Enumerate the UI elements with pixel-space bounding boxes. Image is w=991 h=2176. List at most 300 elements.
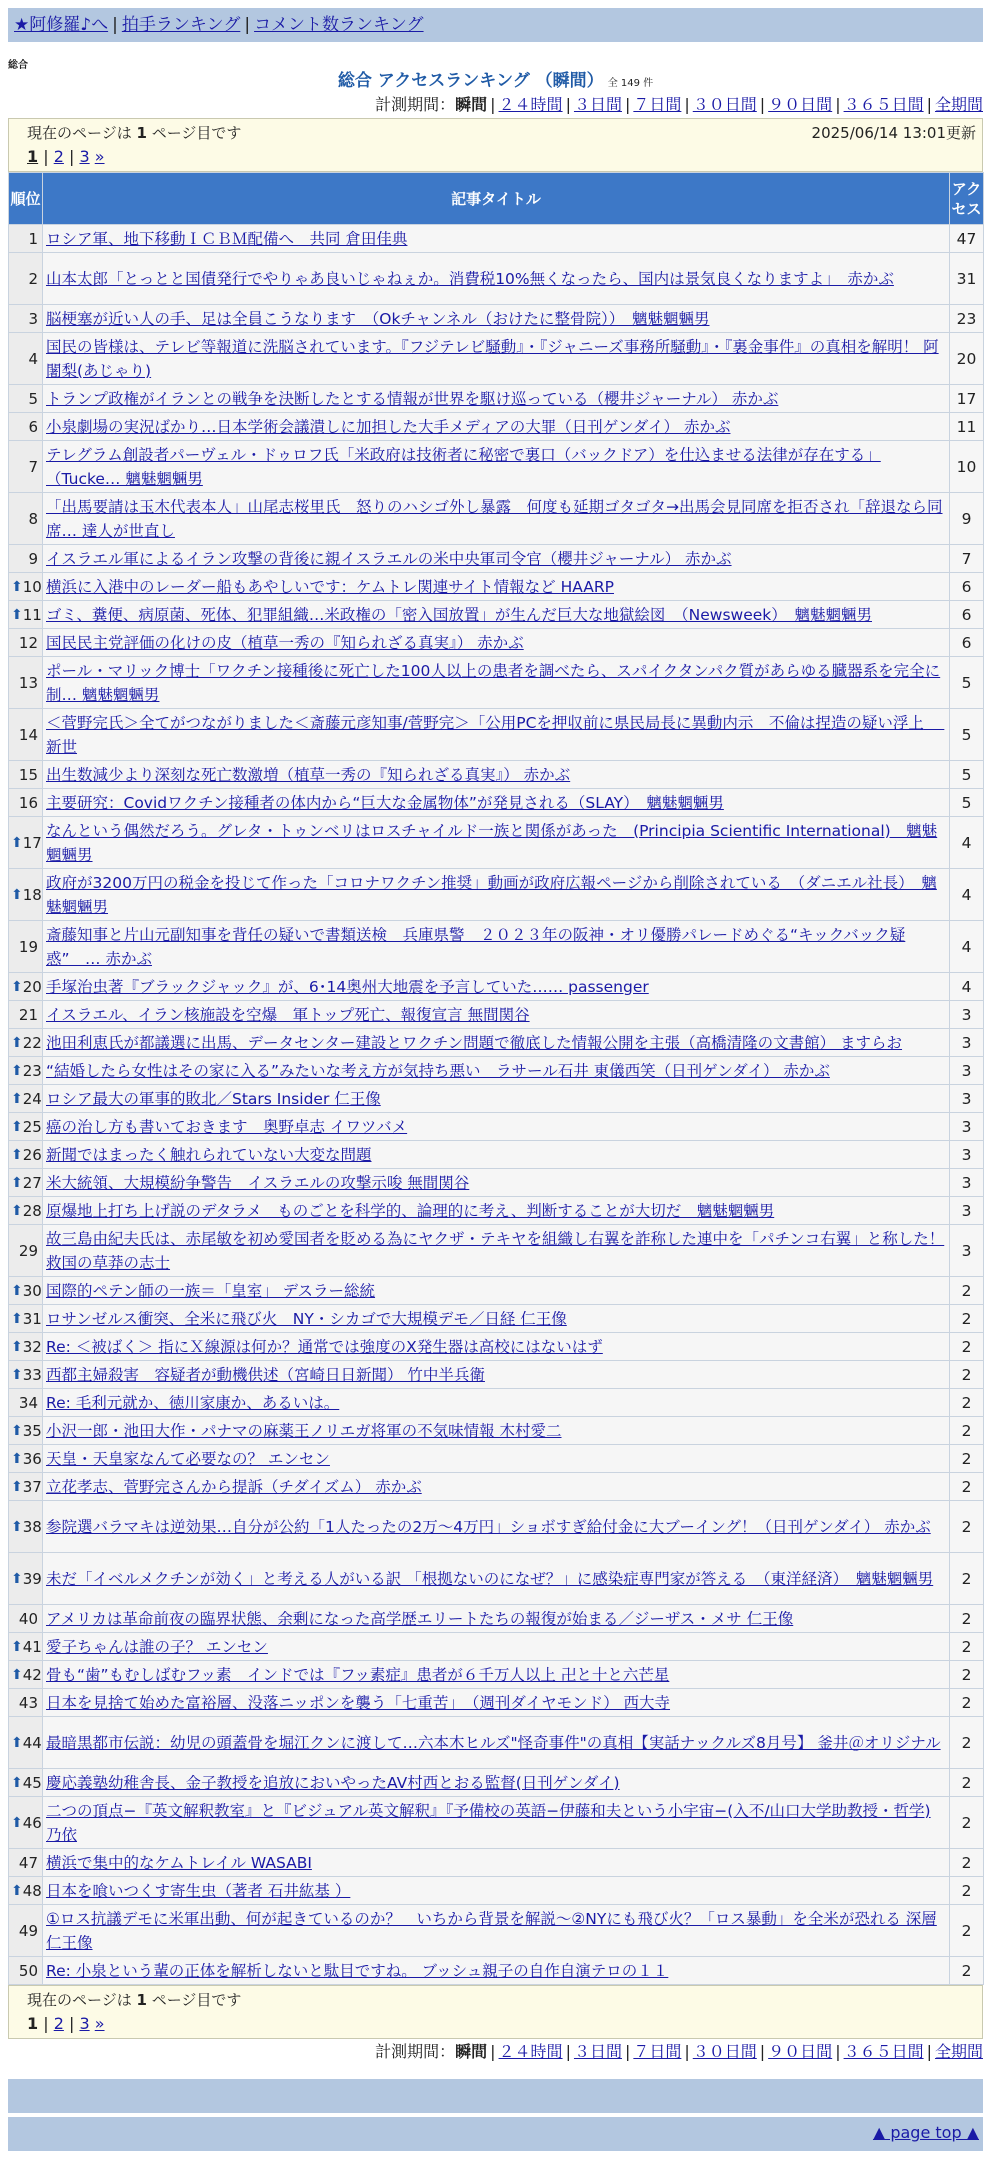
title-cell: [43, 253, 950, 305]
article-title-link[interactable]: なんという偶然だろう。グレタ・トゥンベリはロスチャイルド一族と関係があった (Principia Scientific International) 魑魅魍魎男: [46, 821, 938, 864]
rank-number: 46: [22, 1813, 42, 1832]
article-title-link[interactable]: 骨も“歯”もむしばむフッ素 インドでは『フッ素症』患者が６千万人以上 卍と十と六芒星: [46, 1665, 670, 1684]
title-cell: [43, 1389, 950, 1417]
table-row: [9, 1417, 984, 1445]
access-count: 4: [950, 869, 984, 921]
article-title-link[interactable]: 小泉劇場の実況ばかり…日本学術会議潰しに加担した大手メディアの大罪（日刊ゲンダイ） 赤かぶ: [46, 417, 731, 436]
rank-cell: [9, 1305, 43, 1333]
rank-up-arrow-icon: ⬆: [11, 1478, 23, 1495]
period-link[interactable]: ３０日間: [692, 95, 757, 114]
rank-up-arrow-icon: ⬆: [11, 1666, 23, 1683]
access-count: 2: [950, 1689, 984, 1717]
rank-up-arrow-icon: ⬆: [11, 1062, 23, 1079]
pager-separator: |: [63, 147, 80, 166]
access-count: 3: [950, 1113, 984, 1141]
period-link[interactable]: ７日間: [633, 95, 682, 114]
home-link[interactable]: ★阿修羅♪へ: [14, 15, 109, 35]
title-cell: [43, 1905, 950, 1957]
rank-number: 13: [18, 673, 38, 692]
article-title-link[interactable]: 国民の皆様は、テレビ等報道に洗脳されています。『フジテレビ騒動』・『ジャニーズ事務所騒動』・『裏金事件』の真相を解明！ 阿闍梨(あじゃり): [46, 337, 939, 380]
period-separator: |: [490, 2042, 496, 2061]
access-count: 2: [950, 1501, 984, 1553]
nav-separator: |: [244, 15, 251, 35]
rank-cell: [9, 1169, 43, 1197]
rank-number: 9: [28, 549, 38, 568]
rank-cell: [9, 1553, 43, 1605]
rank-number: 32: [22, 1337, 42, 1356]
rank-number: 21: [18, 1005, 38, 1024]
title-cell: [43, 1689, 950, 1717]
access-count: 3: [950, 1197, 984, 1225]
article-title-link[interactable]: 脳梗塞が近い人の手、足は全員こうなります （Okチャンネル（おけたに整骨院）） 魑魅魍魎男: [46, 309, 710, 328]
rank-number: 26: [22, 1145, 42, 1164]
access-count: 6: [950, 629, 984, 657]
access-count: 5: [950, 789, 984, 817]
rank-cell: [9, 1197, 43, 1225]
rank-cell: [9, 709, 43, 761]
pager-next-link[interactable]: »: [94, 147, 105, 166]
rank-number: 14: [18, 725, 38, 744]
bottom-status-panel: [8, 1985, 983, 2039]
table-row: [9, 1957, 984, 1985]
comment-ranking-link[interactable]: コメント数ランキング: [254, 15, 424, 35]
period-separator: |: [926, 95, 932, 114]
article-title-link[interactable]: 「出馬要請は玉木代表本人」山尾志桜里氏 怒りのハシゴ外し暴露 何度も延期ゴタゴタ→出馬会見同席を拒否され「辞退なら同席… 達人が世直し: [46, 497, 943, 540]
rank-number: 30: [22, 1281, 42, 1300]
article-title-link[interactable]: ロシア軍、地下移動ＩＣＢＭ配備へ 共同 倉田佳典: [46, 229, 408, 248]
access-count: 3: [950, 1057, 984, 1085]
access-count: 2: [950, 1445, 984, 1473]
rank-cell: [9, 493, 43, 545]
article-title-link[interactable]: 西都主婦殺害 容疑者が動機供述（宮崎日日新聞） 竹中半兵衛: [46, 1365, 485, 1384]
title-cell: [43, 493, 950, 545]
title-cell: [43, 1305, 950, 1333]
access-count: 2: [950, 1305, 984, 1333]
access-count: 3: [950, 1085, 984, 1113]
title-cell: [43, 1605, 950, 1633]
article-title-link[interactable]: 癌の治し方も書いておきます 奥野卓志 イワツバメ: [46, 1117, 408, 1136]
rank-number: 17: [22, 833, 42, 852]
rank-cell: [9, 1141, 43, 1169]
access-count: 20: [950, 333, 984, 385]
rank-cell: [9, 921, 43, 973]
rank-up-arrow-icon: ⬆: [11, 1366, 23, 1383]
table-row: [9, 1905, 984, 1957]
title-cell: [43, 333, 950, 385]
access-count: 2: [950, 1417, 984, 1445]
rank-cell: [9, 601, 43, 629]
table-row: [9, 973, 984, 1001]
article-title-link[interactable]: 新聞ではまったく触れられていない大変な問題: [46, 1145, 372, 1164]
rank-number: 47: [18, 1853, 38, 1872]
rank-up-arrow-icon: ⬆: [11, 606, 23, 623]
title-cell: [43, 629, 950, 657]
rank-number: 27: [22, 1173, 42, 1192]
article-title-link[interactable]: 慶応義塾幼稚舎長、金子教授を追放においやったAV村西とおる監督(日刊ゲンダイ): [46, 1773, 620, 1792]
article-title-link[interactable]: 参院選バラマキは逆効果…自分が公約「1人たったの2万〜4万円」ショボすぎ給付金に大ブーイング！（日刊ゲンダイ） 赤かぶ: [46, 1517, 931, 1536]
table-row: [9, 1849, 984, 1877]
period-separator: |: [684, 2042, 690, 2061]
access-count: 3: [950, 1029, 984, 1057]
period-link[interactable]: ９０日間: [768, 2042, 833, 2061]
article-title-link[interactable]: 小沢一郎・池田大作・パナマの麻薬王ノリエガ将軍の不気味情報 木村愛二: [46, 1421, 562, 1440]
updated-time: 2025/06/14 13:01更新: [811, 124, 976, 142]
page-title-text: 総合 アクセスランキング （瞬間）: [337, 71, 604, 91]
period-separator: |: [759, 95, 766, 114]
table-row: [9, 1361, 984, 1389]
title-cell: [43, 1277, 950, 1305]
table-row: [9, 657, 984, 709]
article-title-link[interactable]: 出生数減少より深刻な死亡数激増（植草一秀の『知られざる真実』） 赤かぶ: [46, 765, 571, 784]
article-title-link[interactable]: イスラエル軍によるイラン攻撃の背後に親イスラエルの米中央軍司令官（櫻井ジャーナル） 赤かぶ: [46, 549, 732, 568]
rank-up-arrow-icon: ⬆: [11, 1518, 23, 1535]
table-row: [9, 1553, 984, 1605]
article-title-link[interactable]: 池田利恵氏が都議選に出馬、データセンター建設とワクチン問題で徹底した情報公開を主張（高橋清隆の文書館） ますらお: [46, 1033, 903, 1052]
rank-cell: [9, 761, 43, 789]
period-link[interactable]: ７日間: [633, 2042, 682, 2061]
article-title-link[interactable]: 横浜で集中的なケムトレイル WASABI: [46, 1853, 312, 1872]
rank-up-arrow-icon: ⬆: [11, 1146, 23, 1163]
rank-number: 6: [28, 417, 38, 436]
rank-number: 31: [22, 1309, 42, 1328]
article-title-link[interactable]: 米大統領、大規模紛争警告 イスラエルの攻撃示唆 無間関谷: [46, 1173, 470, 1192]
article-title-link[interactable]: 横浜に入港中のレーダー船もあやしいです：ケムトレ関連サイト情報など HAARP: [46, 577, 614, 596]
period-selector: [8, 92, 983, 118]
rank-cell: [9, 1389, 43, 1417]
rank-number: 41: [22, 1637, 42, 1656]
rank-cell: [9, 629, 43, 657]
access-count: 3: [950, 1169, 984, 1197]
pager-link[interactable]: 3: [79, 147, 90, 166]
article-title-link[interactable]: アメリカは革命前夜の臨界状態、余剰になった高学歴エリートたちの報復が始まる／ジーザス・メサ 仁王像: [46, 1609, 794, 1628]
rank-cell: [9, 1473, 43, 1501]
article-title-link[interactable]: テレグラム創設者パーヴェル・ドゥロフ氏「米政府は技術者に秘密で裏口（バックドア）を仕込ませる法律が存在する」（Tucke… 魑魅魍魎男: [46, 445, 881, 488]
period-separator: |: [835, 95, 841, 114]
rank-cell: [9, 1029, 43, 1057]
article-title-link[interactable]: 日本を見捨て始めた富裕層、没落ニッポンを襲う「七重苦」 （週刊ダイヤモンド） 西大寺: [46, 1693, 671, 1712]
period-separator: |: [624, 2042, 631, 2061]
period-link[interactable]: ２４時間: [498, 2042, 563, 2061]
article-title-link[interactable]: 立花孝志、菅野完さんから提訴（チダイズム） 赤かぶ: [46, 1477, 422, 1496]
article-title-link[interactable]: 原爆地上打ち上げ説のデタラメ ものごとを科学的、論理的に考え、判断することが大切だ 魑魅魍魎男: [46, 1201, 775, 1220]
current-page-text: 現在のページは 1 ページ目です: [27, 124, 242, 142]
rank-up-arrow-icon: ⬆: [11, 1814, 23, 1831]
table-row: [9, 709, 984, 761]
rank-cell: [9, 1797, 43, 1849]
access-count: 2: [950, 1717, 984, 1769]
rank-cell: [9, 1957, 43, 1985]
title-cell: [43, 545, 950, 573]
rank-up-arrow-icon: ⬆: [11, 1734, 23, 1751]
title-cell: [43, 305, 950, 333]
rank-number: 1: [28, 229, 38, 248]
period-link[interactable]: ３６５日間: [843, 2042, 924, 2061]
rank-number: 5: [28, 389, 38, 408]
access-count: 2: [950, 1605, 984, 1633]
title-cell: [43, 817, 950, 869]
rank-cell: [9, 1605, 43, 1633]
pager-current: 1: [27, 2014, 39, 2033]
title-cell: [43, 709, 950, 761]
title-cell: [43, 1633, 950, 1661]
table-row: [9, 1661, 984, 1689]
article-title-link[interactable]: Re: 小泉という輩の正体を解析しないと駄目ですね。 ブッシュ親子の自作自演テロの１１: [46, 1961, 669, 1980]
table-row: [9, 1141, 984, 1169]
title-cell: [43, 1113, 950, 1141]
period-separator: |: [759, 2042, 766, 2061]
table-row: [9, 789, 984, 817]
rank-number: 3: [28, 309, 38, 328]
pager-link[interactable]: 2: [53, 147, 64, 166]
period-link[interactable]: ３日間: [573, 95, 622, 114]
rank-number: 20: [22, 977, 42, 996]
rank-cell: [9, 1501, 43, 1553]
rank-number: 50: [18, 1961, 38, 1980]
access-count: 5: [950, 709, 984, 761]
pager-next-link[interactable]: »: [94, 2014, 105, 2033]
article-title-link[interactable]: 未だ「イベルメクチンが効く」と考える人がいる訳 「根拠ないのになぜ？」に感染症専門家が答える （東洋経済） 魑魅魍魎男: [46, 1569, 934, 1588]
title-cell: [43, 1085, 950, 1113]
table-row: [9, 441, 984, 493]
access-count: 6: [950, 573, 984, 601]
title-cell: [43, 1001, 950, 1029]
rank-number: 2: [28, 269, 38, 288]
table-row: [9, 1769, 984, 1797]
article-title-link[interactable]: 国際的ペテン師の一族＝「皇室」 デスラー総統: [46, 1281, 376, 1300]
title-cell: [43, 1333, 950, 1361]
rank-number: 34: [18, 1393, 38, 1412]
access-count: 31: [950, 253, 984, 305]
page-top-bar: [8, 2117, 983, 2151]
rank-up-arrow-icon: ⬆: [11, 1174, 23, 1191]
rank-number: 38: [22, 1517, 42, 1536]
article-title-link[interactable]: “結婚したら女性はその家に入る”みたいな考え方が気持ち悪い ラサール石井 東儀西笑（日刊ゲンダイ） 赤かぶ: [46, 1061, 830, 1080]
rank-number: 36: [22, 1449, 42, 1468]
rank-number: 7: [28, 457, 38, 476]
rank-cell: [9, 1361, 43, 1389]
pager-separator: |: [38, 147, 54, 166]
table-row: [9, 629, 984, 657]
rank-cell: [9, 1417, 43, 1445]
article-title-link[interactable]: 故三島由紀夫氏は、赤尾敏を初め愛国者を貶める為にヤクザ・テキヤを組織し右翼を詐称した連中を「パチンコ右翼」と称した！ 救国の草莽の志士: [46, 1229, 945, 1272]
rank-up-arrow-icon: ⬆: [11, 1282, 23, 1299]
period-link[interactable]: ２４時間: [498, 95, 563, 114]
article-title-link[interactable]: 国民民主党評価の化けの皮（植草一秀の『知られざる真実』） 赤かぶ: [46, 633, 524, 652]
table-row: [9, 545, 984, 573]
article-title-link[interactable]: ①ロス抗議デモに米軍出動、何が起きているのか？ いちから背景を解説〜②NYにも飛び火？「ロス暴動」を全米が恐れる 深層 仁王像: [46, 1909, 937, 1952]
article-title-link[interactable]: 日本を喰いつくす寄生虫（著者 石井紘基 ）: [46, 1881, 351, 1900]
current-page-text: 現在のページは 1 ページ目です: [27, 1991, 242, 2009]
table-row: [9, 385, 984, 413]
pager-link[interactable]: 3: [79, 2014, 90, 2033]
period-link[interactable]: ３日間: [573, 2042, 622, 2061]
access-count: 2: [950, 1877, 984, 1905]
title-cell: [43, 1225, 950, 1277]
period-link[interactable]: 全期間: [934, 95, 983, 114]
title-cell: [43, 1877, 950, 1905]
rank-cell: [9, 545, 43, 573]
rank-number: 25: [22, 1117, 42, 1136]
article-title-link[interactable]: ロサンゼルス衝突、全米に飛び火 NY・シカゴで大規模デモ／日経 仁王像: [46, 1309, 567, 1328]
period-current: 瞬間: [455, 95, 488, 114]
access-count: 9: [950, 493, 984, 545]
access-count: 5: [950, 657, 984, 709]
rank-up-arrow-icon: ⬆: [11, 1774, 23, 1791]
table-row: [9, 869, 984, 921]
title-cell: [43, 973, 950, 1001]
table-row: [9, 573, 984, 601]
access-count: 7: [950, 545, 984, 573]
period-label: 計測期間：: [375, 95, 456, 114]
table-row: [9, 1501, 984, 1553]
rank-cell: [9, 789, 43, 817]
access-count: 2: [950, 1905, 984, 1957]
table-row: [9, 1113, 984, 1141]
rank-cell: [9, 385, 43, 413]
rank-cell: [9, 1333, 43, 1361]
title-cell: [43, 441, 950, 493]
rank-cell: [9, 1085, 43, 1113]
article-title-link[interactable]: Re: 毛利元就か、徳川家康か、あるいは。: [46, 1393, 340, 1412]
title-cell: [43, 1197, 950, 1225]
rank-number: 18: [22, 885, 42, 904]
article-title-link[interactable]: 政府が3200万円の税金を投じて作った「コロナワクチン推奨」動画が政府広報ページから削除されている （ダニエル社長） 魑魅魍魎男: [46, 873, 937, 916]
table-row: [9, 1277, 984, 1305]
article-title-link[interactable]: 手塚治虫著『ブラックジャック』が、6･14奥州大地震を予言していた…… passenger: [46, 977, 649, 996]
access-count: 47: [950, 225, 984, 253]
access-count: 11: [950, 413, 984, 441]
article-title-link[interactable]: 山本太郎「とっとと国債発行でやりゃあ良いじゃねぇか。消費税10%無くなったら、国内は景気良くなりますよ」 赤かぶ: [46, 269, 894, 288]
rank-cell: [9, 1277, 43, 1305]
rank-number: 16: [18, 793, 38, 812]
article-title-link[interactable]: ロシア最大の軍事的敗北／Stars Insider 仁王像: [46, 1089, 381, 1108]
period-link[interactable]: ３０日間: [692, 2042, 757, 2061]
access-count: 2: [950, 1553, 984, 1605]
nav-separator: |: [112, 15, 118, 35]
table-row: [9, 1305, 984, 1333]
period-link[interactable]: ９０日間: [768, 95, 833, 114]
article-title-link[interactable]: 最暗黒都市伝説：幼児の頭蓋骨を堀江クンに渡して…六本木ヒルズ"怪奇事件"の真相【実話ナックルズ8月号】 釜井＠オリジナル: [46, 1733, 941, 1752]
rank-cell: [9, 1633, 43, 1661]
rank-number: 11: [22, 605, 42, 624]
col-access-header: アクセス: [950, 173, 984, 225]
rank-number: 35: [22, 1421, 42, 1440]
rank-up-arrow-icon: ⬆: [11, 1310, 23, 1327]
table-row: [9, 1225, 984, 1277]
rank-cell: [9, 305, 43, 333]
title-cell: [43, 1029, 950, 1057]
table-row: [9, 225, 984, 253]
article-title-link[interactable]: ＜菅野完氏＞全てがつながりました＜斎藤元彦知事/菅野完＞「公用PCを押収前に県民局長に異動内示 不倫は捏造の疑い浮上 新世: [46, 713, 945, 756]
period-link[interactable]: ３６５日間: [843, 95, 924, 114]
title-cell: [43, 1057, 950, 1085]
rank-up-arrow-icon: ⬆: [11, 1882, 23, 1899]
title-cell: [43, 1445, 950, 1473]
title-cell: [43, 1361, 950, 1389]
article-title-link[interactable]: 斎藤知事と片山元副知事を背任の疑いで書類送検 兵庫県警 ２０２３年の阪神・オリ優勝パレードめぐる“キックバック疑惑” … 赤かぶ: [46, 925, 906, 968]
table-row: [9, 1169, 984, 1197]
rank-cell: [9, 1057, 43, 1085]
period-link[interactable]: 全期間: [934, 2042, 983, 2061]
title-cell: [43, 1141, 950, 1169]
article-title-link[interactable]: ポール・マリック博士「ワクチン接種後に死亡した100人以上の患者を調べたら、スパイクタンパク質があらゆる臓器系を完全に制… 魑魅魍魎男: [46, 661, 941, 704]
article-title-link[interactable]: ゴミ、糞便、病原菌、死体、犯罪組織…米政権の「密入国放置」が生んだ巨大な地獄絵図 （Newsweek） 魑魅魍魎男: [46, 605, 872, 624]
rank-number: 4: [28, 349, 38, 368]
top-nav-bar: [8, 8, 983, 42]
article-title-link[interactable]: 愛子ちゃんは誰の子？ エンセン: [46, 1637, 268, 1656]
col-rank-header: 順位: [9, 173, 43, 225]
title-cell: [43, 1501, 950, 1553]
period-selector-bottom: [8, 2039, 983, 2065]
rank-up-arrow-icon: ⬆: [11, 1450, 23, 1467]
page-top-link[interactable]: ▲ page top ▲: [872, 2123, 979, 2142]
table-row: [9, 493, 984, 545]
pager-link[interactable]: 2: [53, 2014, 64, 2033]
access-count: 23: [950, 305, 984, 333]
table-row: [9, 413, 984, 441]
pager-separator: |: [38, 2014, 54, 2033]
rank-cell: [9, 1877, 43, 1905]
access-count: 2: [950, 1473, 984, 1501]
rank-number: 8: [28, 509, 38, 528]
title-cell: [43, 1661, 950, 1689]
article-title-link[interactable]: Re: ＜被ばく＞ 指にＸ線源は何か？通常では強度のX発生器は高校にはないはず: [46, 1337, 603, 1356]
period-separator: |: [624, 95, 631, 114]
access-count: 2: [950, 1957, 984, 1985]
clap-ranking-link[interactable]: 拍手ランキング: [121, 15, 241, 35]
period-current: 瞬間: [455, 2042, 488, 2061]
article-title-link[interactable]: イスラエル、イラン核施設を空爆 軍トップ死亡、報復宣言 無間関谷: [46, 1005, 530, 1024]
title-cell: [43, 1553, 950, 1605]
rank-number: 37: [22, 1477, 42, 1496]
article-title-link[interactable]: 天皇・天皇家なんて必要なの？ エンセン: [46, 1449, 330, 1468]
rank-cell: [9, 441, 43, 493]
title-cell: [43, 573, 950, 601]
table-row: [9, 1797, 984, 1849]
rank-up-arrow-icon: ⬆: [11, 1090, 23, 1107]
rank-cell: [9, 333, 43, 385]
access-count: 2: [950, 1277, 984, 1305]
rank-up-arrow-icon: ⬆: [11, 978, 23, 995]
article-title-link[interactable]: トランプ政権がイランとの戦争を決断したとする情報が世界を駆け巡っている（櫻井ジャーナル） 赤かぶ: [46, 389, 779, 408]
pager-current: 1: [27, 147, 39, 166]
table-row: [9, 1085, 984, 1113]
rank-cell: [9, 253, 43, 305]
article-title-link[interactable]: 主要研究：Covidワクチン接種者の体内から“巨大な金属物体”が発見される（SLAY） 魑魅魍魎男: [46, 793, 724, 812]
table-row: [9, 1057, 984, 1085]
table-row: [9, 761, 984, 789]
access-count: 17: [950, 385, 984, 413]
rank-up-arrow-icon: ⬆: [11, 834, 23, 851]
rank-cell: [9, 817, 43, 869]
title-cell: [43, 1769, 950, 1797]
access-count: 2: [950, 1361, 984, 1389]
rank-cell: [9, 1445, 43, 1473]
title-cell: [43, 413, 950, 441]
rank-number: 49: [18, 1921, 38, 1940]
table-row: [9, 1197, 984, 1225]
table-row: [9, 817, 984, 869]
rank-number: 28: [22, 1201, 42, 1220]
rank-number: 22: [22, 1033, 42, 1052]
article-title-link[interactable]: 二つの頂点−『英文解釈教室』と『ビジュアル英文解釈』『予備校の英語−伊藤和夫という小宇宙−(入不/山口大学助教授・哲学) 乃依: [46, 1801, 931, 1844]
col-title-header: 記事タイトル: [43, 173, 950, 225]
title-cell: [43, 1849, 950, 1877]
table-row: [9, 333, 984, 385]
rank-cell: [9, 1849, 43, 1877]
access-count: 2: [950, 1389, 984, 1417]
title-cell: [43, 869, 950, 921]
